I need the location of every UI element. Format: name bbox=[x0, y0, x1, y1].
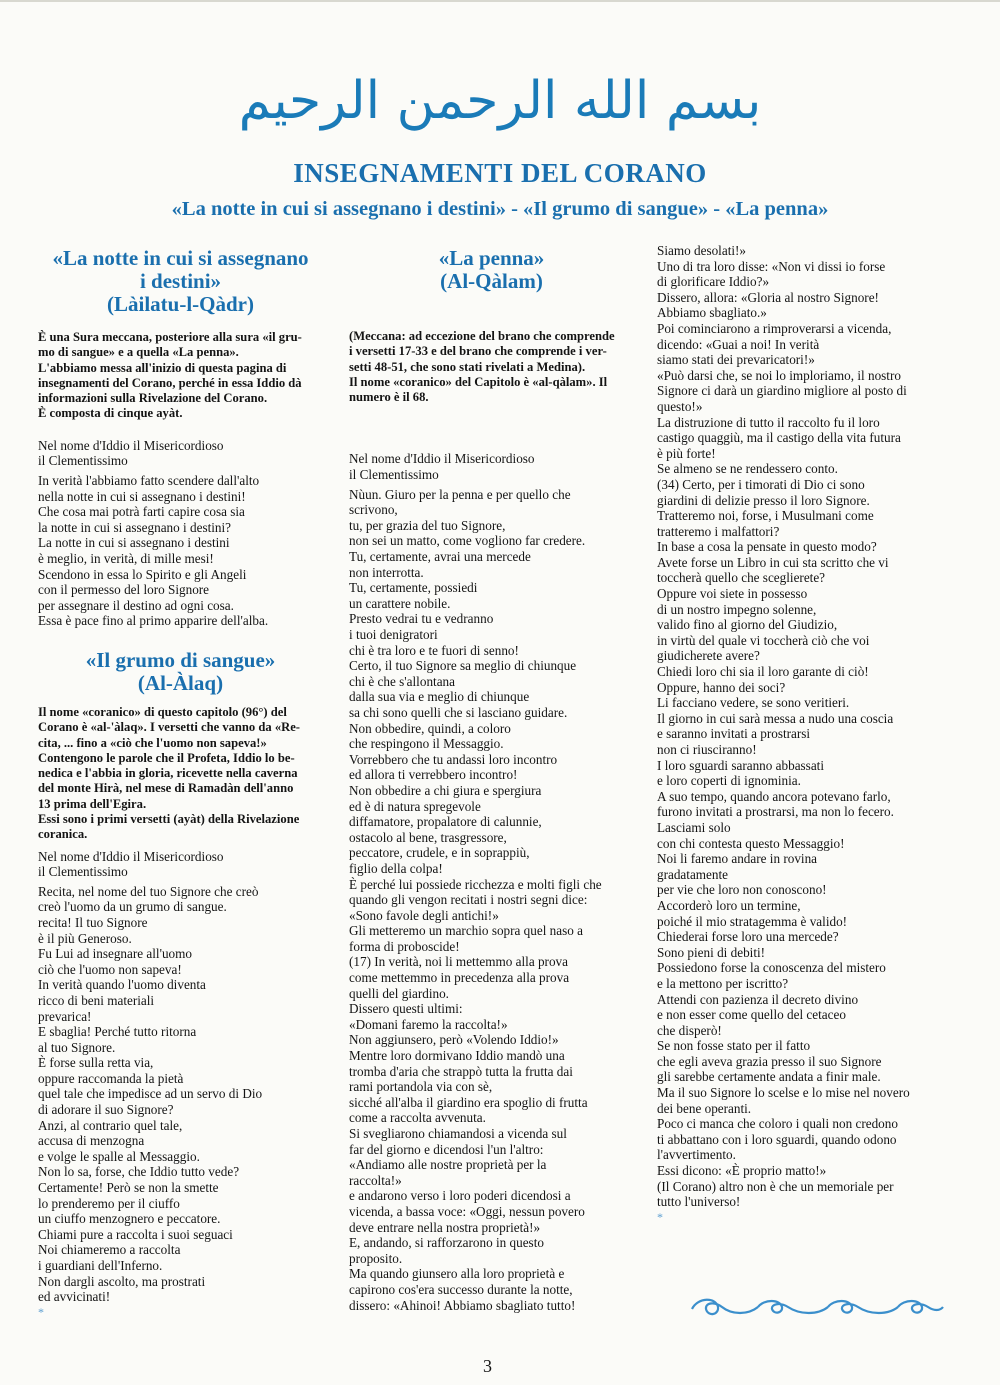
text-line: (Il Corano) altro non è che un memoriale per bbox=[657, 1178, 894, 1194]
text-line: creò l'uomo da un grumo di sangue. bbox=[38, 899, 227, 915]
text-line: tratteremo i malfattori? bbox=[657, 523, 780, 539]
text-line: dicendo: «Guai a noi! In verità bbox=[657, 336, 820, 352]
text-line: Fu Lui ad insegnare all'uomo bbox=[38, 946, 193, 962]
top-border bbox=[0, 0, 1000, 2]
text-line: Accorderò loro un termine, bbox=[657, 897, 801, 913]
text-line: un ciuffo menzognero e peccatore. bbox=[38, 1211, 221, 1227]
text-line: E sbaglia! Perché tutto ritorna bbox=[38, 1024, 197, 1040]
text-line: Tu, certamente, possiedi bbox=[349, 580, 478, 596]
text-line: rami portandola via con sè, bbox=[349, 1079, 493, 1095]
text-line: Essi sono i primi versetti (ayàt) della Rivelazione bbox=[38, 811, 300, 826]
text-line: poiché il mio stratagemma è valido! bbox=[657, 913, 848, 929]
text-line: raccolta!» bbox=[349, 1172, 402, 1188]
text-line: quelli del giardino. bbox=[349, 985, 449, 1001]
text-line: Certo, il tuo Signore sa meglio di chiunque bbox=[349, 658, 577, 674]
text-line: (Meccana: ad eccezione del brano che comprende bbox=[349, 329, 615, 343]
text-line: In base a cosa la pensate in questo modo? bbox=[657, 539, 877, 555]
section1-invocation bbox=[38, 438, 323, 469]
text-line: nedica e l'abbia in gloria, ricevette nella caverna bbox=[38, 766, 298, 781]
text-line: cita, ... fino a «ciò che l'uomo non sapeva!» bbox=[38, 735, 267, 750]
text-line: (34) Certo, per i timorati di Dio ci sono bbox=[657, 476, 865, 492]
text-line: ed allora ti verrebbero incontro! bbox=[349, 767, 518, 783]
text-line: questo!» bbox=[657, 398, 703, 414]
section3-invocation bbox=[349, 451, 634, 482]
text-line: è meglio, in verità, di mille mesi! bbox=[38, 550, 214, 566]
text-line: quando gli vengon recitati i nostri segni dice: bbox=[349, 892, 588, 908]
text-line: ciò che l'uomo non sapeva! bbox=[38, 961, 182, 977]
text-line: e andarono verso i loro poderi dicendosi a bbox=[349, 1188, 571, 1204]
text-line: «Andiamo alle nostre proprietà per la bbox=[349, 1157, 547, 1173]
text-line: Nel nome d'Iddio il Misericordioso bbox=[38, 437, 224, 453]
text-line: far del giorno e dicendosi l'un l'altro: bbox=[349, 1141, 544, 1157]
text-line: ricco di beni materiali bbox=[38, 992, 155, 1008]
text-line: deve entrare nella nostra proprietà!» bbox=[349, 1219, 541, 1235]
text-line: Presto vedrai tu e vedranno bbox=[349, 611, 494, 627]
text-line: dalla sua via e meglio di chiunque bbox=[349, 689, 530, 705]
text-line: furono invitati a prostrarsi, ma non lo fecero. bbox=[657, 804, 894, 820]
text-line: dei bene operanti. bbox=[657, 1100, 752, 1116]
section3-end-mark: * bbox=[657, 1209, 663, 1224]
text-line: oppure raccomanda la pietà bbox=[38, 1070, 184, 1086]
text-line: non interrotta. bbox=[349, 564, 424, 580]
text-line: che egli aveva grazia presso il suo Signore bbox=[657, 1053, 882, 1069]
text-line: Contengono le parole che il Profeta, Iddio lo be- bbox=[38, 750, 295, 765]
text-line: (17) In verità, noi li mettemmo alla prova bbox=[349, 954, 568, 970]
text-line: Noi li faremo andare in rovina bbox=[657, 851, 818, 867]
text-line: il Clementissimo bbox=[38, 453, 128, 469]
text-line: Siamo desolati!» bbox=[657, 243, 747, 258]
text-line: informazioni sulla Rivelazione del Corano. bbox=[38, 391, 268, 406]
text-line: castigo quaggiù, ma il castigo della vita futura bbox=[657, 430, 901, 446]
text-line: È composta di cinque ayàt. bbox=[38, 406, 183, 421]
text-line: vicenda, a bassa voce: «Oggi, nessun povero bbox=[349, 1203, 585, 1219]
text-line: che respingono il Messaggio. bbox=[349, 736, 504, 752]
text-line: chi è che s'allontana bbox=[349, 673, 455, 689]
section3-title: «La penna» (Al-Qàlam) bbox=[438, 246, 545, 293]
text-line: Non aggiunsero, però «Volendo Iddio!» bbox=[349, 1032, 559, 1048]
section1-title: «La notte in cui si assegnano i destini» (Làilatu-l-Qàdr) bbox=[52, 246, 309, 316]
text-line: L'abbiamo messa all'inizio di questa pagina di bbox=[38, 360, 287, 375]
text-line: ti abbattano con i loro sguardi, quando odono bbox=[657, 1131, 897, 1147]
text-line: per assegnare il destino ad ogni cosa. bbox=[38, 597, 234, 613]
text-line: gradatamente bbox=[657, 866, 729, 882]
section3-verses-col2 bbox=[349, 487, 634, 1313]
text-line: Il giorno in cui sarà messa a nudo una coscia bbox=[657, 710, 894, 726]
text-line: La notte in cui si assegnano i destini bbox=[38, 535, 230, 551]
text-line: di adorare il suo Signore? bbox=[38, 1102, 174, 1118]
text-line: Il nome «coranico» del Capitolo è «al-qàlam». Il bbox=[349, 374, 608, 389]
text-line: tutto l'universo! bbox=[657, 1194, 741, 1210]
text-line: Dissero, allora: «Gloria al nostro Signore! bbox=[657, 289, 879, 305]
text-line: quel tale che impedisce ad un servo di Dio bbox=[38, 1086, 263, 1102]
text-line: l'avvertimento. bbox=[657, 1147, 736, 1163]
text-line: gli sarebbe certamente andata a finir male. bbox=[657, 1069, 881, 1085]
text-line: che disperò! bbox=[657, 1022, 722, 1038]
calligraphy-graphic bbox=[190, 60, 810, 135]
text-line: proposito. bbox=[349, 1250, 403, 1266]
flourish-graphic bbox=[688, 1293, 946, 1321]
text-line: giardini di delizie presso il loro Signore. bbox=[657, 492, 870, 508]
text-line: sa chi sono quelli che si lasciano guidare. bbox=[349, 704, 568, 720]
text-line: al tuo Signore. bbox=[38, 1039, 116, 1055]
text-line: è più forte! bbox=[657, 445, 716, 461]
text-line: Anzi, al contrario quel tale, bbox=[38, 1117, 183, 1133]
text-line: Se almeno se ne rendessero conto. bbox=[657, 461, 838, 477]
text-line: Scendono in essa lo Spirito e gli Angeli bbox=[38, 566, 247, 582]
text-line: Non obbedire a chi giura e spergiura bbox=[349, 782, 542, 798]
text-line: Uno di tra loro disse: «Non vi dissi io forse bbox=[657, 258, 886, 274]
text-line: tu, per grazia del tuo Signore, bbox=[349, 517, 506, 533]
column-1 bbox=[38, 243, 323, 1320]
text-line: Il nome «coranico» di questo capitolo (96°) del bbox=[38, 704, 287, 719]
text-line: ed avvicinati! bbox=[38, 1289, 111, 1305]
text-line: Chiederai forse loro una mercede? bbox=[657, 929, 839, 945]
text-line: valido fino al giorno del Giudizio, bbox=[657, 617, 838, 633]
text-line: e la mettono per iscritto? bbox=[657, 975, 789, 991]
section2-title: «Il grumo di sangue» (Al-Àlaq) bbox=[85, 647, 276, 695]
text-line: i tuoi denigratori bbox=[349, 627, 438, 643]
text-line: ed è di natura spregevole bbox=[349, 798, 481, 814]
section3-verses-col3 bbox=[657, 243, 957, 1210]
text-line: Se non fosse stato per il fatto bbox=[657, 1038, 811, 1054]
text-line: in virtù del quale vi toccherà ciò che voi bbox=[657, 632, 870, 648]
text-line: ostacolo al bene, trasgressore, bbox=[349, 829, 507, 845]
text-line: il Clementissimo bbox=[38, 864, 128, 880]
text-line: coranica. bbox=[38, 827, 88, 842]
section2-verses bbox=[38, 884, 323, 1305]
text-line: sicché all'alba il giardino era spoglio di frutta bbox=[349, 1094, 588, 1110]
text-line: Certamente! Però se non la smette bbox=[38, 1180, 219, 1196]
page-subtitle: «La notte in cui si assegnano i destini» - «Il grumo di sangue» - «La penna» bbox=[171, 198, 829, 220]
text-line: Nel nome d'Iddio il Misericordioso bbox=[349, 451, 535, 467]
text-line: peccatore, crudele, e in soprappiù, bbox=[349, 845, 530, 861]
text-line: In verità quando l'uomo diventa bbox=[38, 977, 206, 993]
text-line: Corano è «al-'àlaq». I versetti che vanno da «Re- bbox=[38, 720, 300, 735]
text-line: la notte in cui si assegnano i destini? bbox=[38, 519, 232, 535]
text-line: numero è il 68. bbox=[349, 390, 429, 405]
text-line: non ci riusciranno! bbox=[657, 742, 757, 757]
text-line: Poi cominciarono a rimproverarsi a vicenda, bbox=[657, 320, 892, 336]
bismillah-text: بسم الله الرحمن الرحيم bbox=[238, 71, 762, 131]
text-line: di un nostro impegno solenne, bbox=[657, 601, 817, 617]
text-line: non sei un matto, come vogliono far credere. bbox=[349, 533, 586, 549]
text-line: nella notte in cui si assegnano i destini! bbox=[38, 488, 246, 504]
section1-verses bbox=[38, 473, 323, 629]
text-line: con chi contesta questo Messaggio! bbox=[657, 835, 845, 851]
text-line: Avete forse un Libro in cui sta scritto che vi bbox=[657, 554, 889, 570]
text-line: di glorificare Iddio?» bbox=[657, 274, 770, 290]
text-line: Signore ci darà un giardino migliore al posto di bbox=[657, 383, 907, 399]
text-line: Oppure, hanno dei soci? bbox=[657, 679, 786, 695]
text-line: Oppure voi siete in possesso bbox=[657, 586, 808, 602]
text-line: È forse sulla retta via, bbox=[38, 1055, 154, 1071]
text-line: con il permesso del loro Signore bbox=[38, 582, 210, 598]
text-line: Si svegliarono chiamandosi a vicenda sul bbox=[349, 1126, 567, 1142]
text-line: Chiedi loro chi sia il loro garante di ciò! bbox=[657, 664, 869, 680]
text-line: Tratteremo noi, forse, i Musulmani come bbox=[657, 508, 874, 524]
text-line: come a raccolta avvenuta. bbox=[349, 1110, 486, 1126]
text-line: capirono cos'era successo durante la notte, bbox=[349, 1281, 573, 1297]
text-line: recita! Il tuo Signore bbox=[38, 914, 148, 930]
text-line: e saranno invitati a prostrarsi bbox=[657, 726, 811, 742]
text-line: giudicherete avere? bbox=[657, 648, 760, 664]
text-line: In verità l'abbiamo fatto scendere dall'alto bbox=[38, 472, 260, 488]
text-line: e non esser come quello del cetaceo bbox=[657, 1007, 846, 1023]
text-line: come mettemmo in precedenza alla prova bbox=[349, 970, 570, 986]
text-line: Nel nome d'Iddio il Misericordioso bbox=[38, 848, 224, 864]
text-line: 13 prima dell'Egira. bbox=[38, 796, 147, 811]
text-line: Non obbedire, quindi, a coloro bbox=[349, 720, 511, 736]
decorative-flourish bbox=[688, 1293, 946, 1321]
column-2 bbox=[349, 243, 634, 1313]
text-line: Mentre loro dormivano Iddio mandò una bbox=[349, 1048, 565, 1064]
text-line: il Clementissimo bbox=[349, 467, 439, 483]
text-line: Sono pieni di debiti! bbox=[657, 944, 766, 960]
text-line: Attendi con pazienza il decreto divino bbox=[657, 991, 859, 1007]
text-line: A suo tempo, quando ancora potevano farlo, bbox=[657, 788, 891, 804]
text-line: tromba d'aria che strappò tutta la frutta dai bbox=[349, 1063, 573, 1079]
section3-intro bbox=[349, 329, 634, 405]
text-line: e volge le spalle al Messaggio. bbox=[38, 1148, 200, 1164]
text-line: siamo stati dei prevaricatori!» bbox=[657, 352, 815, 368]
page-title: INSEGNAMENTI DEL CORANO bbox=[293, 158, 707, 188]
text-line: Recita, nel nome del tuo Signore che creò bbox=[38, 883, 259, 899]
text-line: I loro sguardi saranno abbassati bbox=[657, 757, 824, 773]
text-line: «Può darsi che, se noi lo imploriamo, il nostro bbox=[657, 367, 901, 383]
text-line: Li facciano vedere, se sono veritieri. bbox=[657, 695, 850, 711]
text-line: figlio della colpa! bbox=[349, 860, 443, 876]
text-line: setti 48-51, che sono stati rivelati a Medina). bbox=[349, 359, 586, 374]
text-line: e loro coperti di ignominia. bbox=[657, 773, 801, 789]
text-line: è il più Generoso. bbox=[38, 930, 132, 946]
section1-intro bbox=[38, 330, 323, 422]
text-line: toccherà quello che sceglierete? bbox=[657, 570, 826, 586]
text-line: i versetti 17-33 e del brano che comprende i ver- bbox=[349, 344, 607, 359]
text-line: Poco ci manca che coloro i quali non credono bbox=[657, 1116, 898, 1132]
text-line: Essi dicono: «È proprio matto!» bbox=[657, 1163, 827, 1179]
text-line: per vie che loro non conoscono! bbox=[657, 882, 827, 898]
text-line: È una Sura meccana, posteriore alla sura «il gru- bbox=[38, 330, 302, 344]
section2-intro bbox=[38, 705, 323, 843]
text-line: Dissero questi ultimi: bbox=[349, 1001, 463, 1017]
text-line: Possiedono forse la conoscenza del mistero bbox=[657, 960, 886, 976]
text-line: dissero: «Ahinoi! Abbiamo sbagliato tutto! bbox=[349, 1297, 576, 1313]
text-line: Essa è pace fino al primo apparire dell'alba. bbox=[38, 613, 269, 629]
text-line: del monte Hirà, nel mese di Ramadàn dell'anno bbox=[38, 781, 294, 796]
text-line: accusa di menzogna bbox=[38, 1133, 145, 1149]
text-line: Noi chiameremo a raccolta bbox=[38, 1242, 181, 1258]
text-line: i guardiani dell'Inferno. bbox=[38, 1258, 163, 1274]
text-line: scrivono, bbox=[349, 502, 398, 518]
text-line: Vorrebbero che tu andassi loro incontro bbox=[349, 751, 558, 767]
page-number: 3 bbox=[483, 1356, 492, 1376]
text-line: Che cosa mai potrà farti capire cosa sia bbox=[38, 504, 245, 520]
text-line: «Domani faremo la raccolta!» bbox=[349, 1016, 508, 1032]
text-line: Abbiamo sbagliato.» bbox=[657, 305, 767, 321]
bismillah-calligraphy bbox=[190, 60, 810, 135]
text-line: mo di sangue» e a quella «La penna». bbox=[38, 345, 239, 360]
text-line: È perché lui possiede ricchezza e molti figli che bbox=[349, 876, 602, 892]
text-line: Tu, certamente, avrai una mercede bbox=[349, 549, 531, 565]
text-line: un carattere nobile. bbox=[349, 595, 451, 611]
text-line: Nùun. Giuro per la penna e per quello che bbox=[349, 486, 571, 502]
text-line: forma di proboscide! bbox=[349, 938, 460, 954]
text-line: Gli metteremo un marchio sopra quel naso a bbox=[349, 923, 584, 939]
section2-end-mark: * bbox=[38, 1304, 44, 1319]
text-line: Non lo sa, forse, che Iddio tutto vede? bbox=[38, 1164, 240, 1180]
text-line: Ma il suo Signore lo scelse e lo mise nel novero bbox=[657, 1085, 910, 1101]
text-line: chi è tra loro e te fuori di senno! bbox=[349, 642, 519, 658]
text-line: prevarica! bbox=[38, 1008, 92, 1024]
text-line: lo prenderemo per il ciuffo bbox=[38, 1195, 180, 1211]
text-line: insegnamenti del Corano, perché in essa Iddio dà bbox=[38, 375, 302, 390]
text-line: Non dargli ascolto, ma prostrati bbox=[38, 1273, 206, 1289]
text-line: Lasciami solo bbox=[657, 819, 731, 835]
text-line: La distruzione di tutto il raccolto fu il loro bbox=[657, 414, 880, 430]
text-line: Chiami pure a raccolta i suoi seguaci bbox=[38, 1226, 233, 1242]
page-header bbox=[0, 158, 1000, 221]
text-line: «Sono favole degli antichi!» bbox=[349, 907, 499, 923]
text-line: Ma quando giunsero alla loro proprietà e bbox=[349, 1266, 565, 1282]
section2-invocation bbox=[38, 849, 323, 880]
text-line: E, andando, si rafforzarono in questo bbox=[349, 1235, 544, 1251]
text-line: diffamatore, propalatore di calunnie, bbox=[349, 814, 542, 830]
column-3 bbox=[657, 243, 957, 1225]
